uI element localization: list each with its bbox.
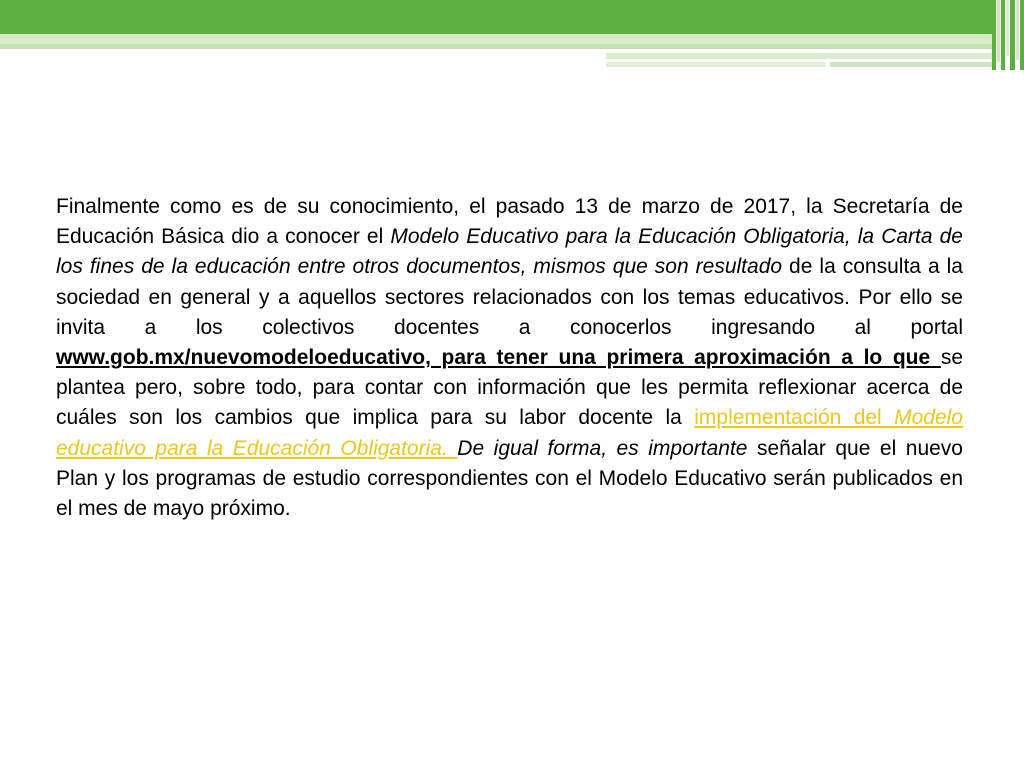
header-stripe	[992, 0, 996, 70]
text-segment: de la consulta a la sociedad en general y a aquellos sectores relacionados con los temas educativos. Por ello se invita a los colectivos docentes a conocerlos ingresando al portal	[56, 255, 963, 339]
portal-link[interactable]: www.gob.mx/nuevomodeloeducativo, para tener una primera aproximación a lo que	[56, 346, 941, 370]
header-light-bar	[0, 34, 992, 44]
body-paragraph	[56, 192, 963, 524]
header-accent-line	[606, 62, 826, 67]
header-stripe	[1010, 0, 1015, 70]
text-segment: Finalmente como es de su conocimiento, el pasado 13 de marzo de 2017, la Secretaría de Educación Básica dio a conocer el	[56, 195, 963, 249]
header-accent-line	[830, 62, 992, 67]
link-text: implementación del	[694, 406, 895, 430]
header-stripe	[1001, 0, 1005, 70]
link-trailing-space	[448, 437, 458, 460]
header-stripe	[1016, 0, 1019, 60]
header-accent-line	[606, 53, 992, 59]
italic-segment: De igual forma, es importante	[457, 436, 748, 460]
header-stripe	[1006, 0, 1009, 56]
header-stripe	[997, 0, 1000, 62]
link-italic-text: Modelo educativo para la Educación Obligatoria.	[56, 406, 963, 460]
text-segment: señalar que el nuevo Plan y los programas de estudio correspondientes con el Modelo Educativo serán publicados en el mes de mayo próximo.	[56, 436, 963, 521]
header-light-bar	[0, 44, 992, 49]
header-green-bar	[0, 0, 992, 34]
italic-segment: Modelo Educativo para la Educación Obligatoria, la Carta de los fines de la educación entre otros documentos, mismos que son resultado	[56, 225, 963, 279]
text-segment: se plantea pero, sobre todo, para contar con información que les permita reflexionar acerca de cuáles son los cambios que implica para su labor docente la	[56, 346, 963, 430]
header-stripe	[1020, 0, 1024, 70]
